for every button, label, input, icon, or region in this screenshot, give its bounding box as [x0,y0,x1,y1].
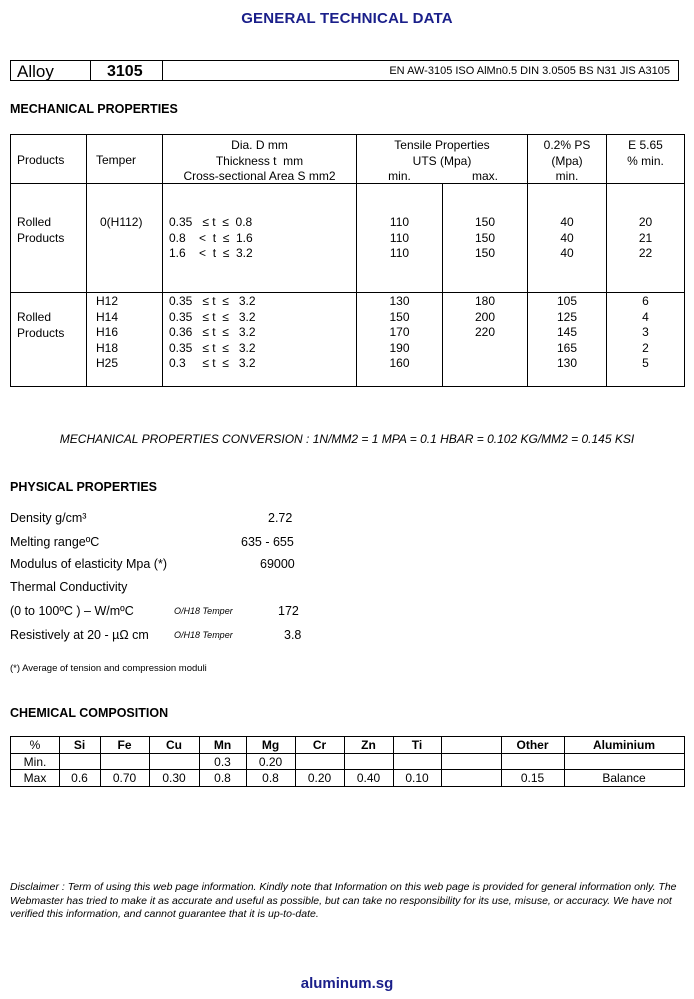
alloy-number: 3105 [107,63,143,80]
modulus-label: Modulus of elasticity Mpa (*) [10,557,168,571]
chem-header-cell: Cu [166,738,182,752]
table-divider [149,737,150,786]
chem-max-cell: 0.10 [405,771,429,785]
elongation-cell: 20 21 22 [638,215,653,260]
chem-max-cell: 0.8 [262,771,279,785]
mechanical-properties-table [10,134,685,387]
chem-min-cell: 0.3 [214,755,231,769]
header-products: Products [17,153,65,167]
uts-max-cell: 180 200 220 [474,294,496,339]
chem-header-cell: Fe [117,738,132,752]
chem-header-cell: Cr [312,738,327,752]
header-dimension-1: Dia. D mm [231,138,288,152]
thermal-value: 172 [278,604,299,618]
header-tensile-1: Tensile Properties [394,138,490,152]
header-dimension-2: Thickness t mm [215,153,304,168]
uts-min-cell: 130 150 170 190 160 [389,294,410,370]
chem-max-cell: 0.70 [112,771,137,785]
thermal-label: Thermal Conductivity [10,580,128,594]
header-elongation-2: % min. [627,153,664,168]
table-divider [441,737,442,786]
header-ps-2: (Mpa) [551,153,583,168]
footnote: (*) Average of tension and compression moduli [10,663,207,674]
product-cell: Rolled Products [17,215,65,245]
chem-max-cell: Max [23,771,47,785]
chem-max-cell: Balance [602,771,646,785]
disclaimer: Disclaimer : Term of using this web page information. Kindly note that Information on this web page is provided for general information only. The Webmaster has tried to make it as accurate and useful as possible, but can take no responsibility for its use, misuse, or accuracy. We have not verified this information, and cannot guarantee that it is up-to-date. [10,881,677,920]
resistivity-label: Resistively at 20 - µΩ cm [10,628,149,642]
chemical-composition-title: CHEMICAL COMPOSITION [10,706,169,720]
table-divider [86,135,87,386]
thermal-range-label: (0 to 100ºC ) – W/mºC [10,604,134,618]
page-title: GENERAL TECHNICAL DATA [241,10,453,27]
temper-cell: 0(H112) [100,215,143,229]
melting-value: 635 - 655 [241,535,294,549]
divider [90,61,91,80]
melting-label: Melting rangeºC [10,535,100,549]
thickness-range-cell: 0.35 ≤ t ≤ 0.8 0.8 < t ≤ 1.6 1.6 < t ≤ 3.2 [169,215,253,260]
chem-header-cell: Mn [213,738,232,752]
table-divider [100,737,101,786]
site-name: aluminum.sg [300,975,394,992]
table-divider [246,737,247,786]
chemical-composition-table [10,736,685,787]
chem-header-cell: % [29,738,41,752]
header-uts-max: max. [471,169,498,183]
density-value: 2.72 [268,511,293,525]
chem-max-cell: 0.40 [356,771,381,785]
header-dimension-3: Cross-sectional Area S mm2 [183,169,336,183]
thickness-range-cell: 0.35 ≤ t ≤ 3.2 0.35 ≤ t ≤ 3.2 0.36 ≤ t ≤ 3.2 0.35 ≤ t ≤ 3.2 0.3 ≤ t ≤ 3.2 [169,294,256,370]
product-cell: Rolled Products [17,310,65,340]
header-uts-min: min. [388,169,411,183]
alloy-header-box [10,60,679,81]
header-ps-min: min. [555,169,579,183]
chem-header-cell: Zn [361,738,376,752]
table-divider [442,183,443,386]
table-divider [59,737,60,786]
alloy-standards: EN AW-3105 ISO AlMn0.5 DIN 3.0505 BS N31 JIS A3105 [389,65,670,77]
table-divider [11,753,684,754]
uts-min-cell: 110 110 110 [389,215,410,260]
chem-min-cell: 0.20 [258,755,283,769]
chem-header-cell: Mg [261,738,280,752]
chem-max-cell: 0.20 [307,771,332,785]
chem-header-cell: Other [516,738,549,752]
physical-properties-title: PHYSICAL PROPERTIES [10,480,158,494]
modulus-value: 69000 [260,557,295,571]
ps-min-cell: 105 125 145 165 130 [556,294,578,370]
mechanical-properties-title: MECHANICAL PROPERTIES [10,102,178,116]
resistivity-temper: O/H18 Temper [174,630,233,640]
chem-max-cell: 0.6 [71,771,88,785]
table-divider [11,292,684,293]
elongation-cell: 6 4 3 2 5 [642,294,649,370]
header-elongation-1: E 5.65 [628,138,663,152]
table-divider [199,737,200,786]
table-divider [295,737,296,786]
chem-max-cell: 0.15 [520,771,545,785]
chem-header-cell: Aluminium [593,738,655,752]
conversion-note: MECHANICAL PROPERTIES CONVERSION : 1N/MM2 = 1 MPA = 0.1 HBAR = 0.102 KG/MM2 = 0.145 KSI [59,432,635,446]
ps-min-cell: 40 40 40 [560,215,574,260]
chem-min-cell: Min. [23,755,47,769]
resistivity-value: 3.8 [284,628,302,642]
thermal-temper: O/H18 Temper [174,606,233,616]
divider [162,61,163,80]
alloy-label: Alloy [17,62,54,81]
table-divider [564,737,565,786]
table-divider [501,737,502,786]
table-divider [344,737,345,786]
header-tensile-2: UTS (Mpa) [412,153,472,168]
temper-cell: H12 H14 H16 H18 H25 [96,294,119,370]
uts-max-cell: 150 150 150 [474,215,496,260]
header-temper: Temper [96,153,137,167]
table-divider [393,737,394,786]
chem-max-cell: 0.30 [162,771,186,785]
chem-header-cell: Si [73,738,86,752]
header-ps-1: 0.2% PS [543,138,591,152]
density-label: Density g/cm³ [10,511,87,525]
chem-max-cell: 0.8 [214,771,231,785]
chem-header-cell: Ti [411,738,423,752]
